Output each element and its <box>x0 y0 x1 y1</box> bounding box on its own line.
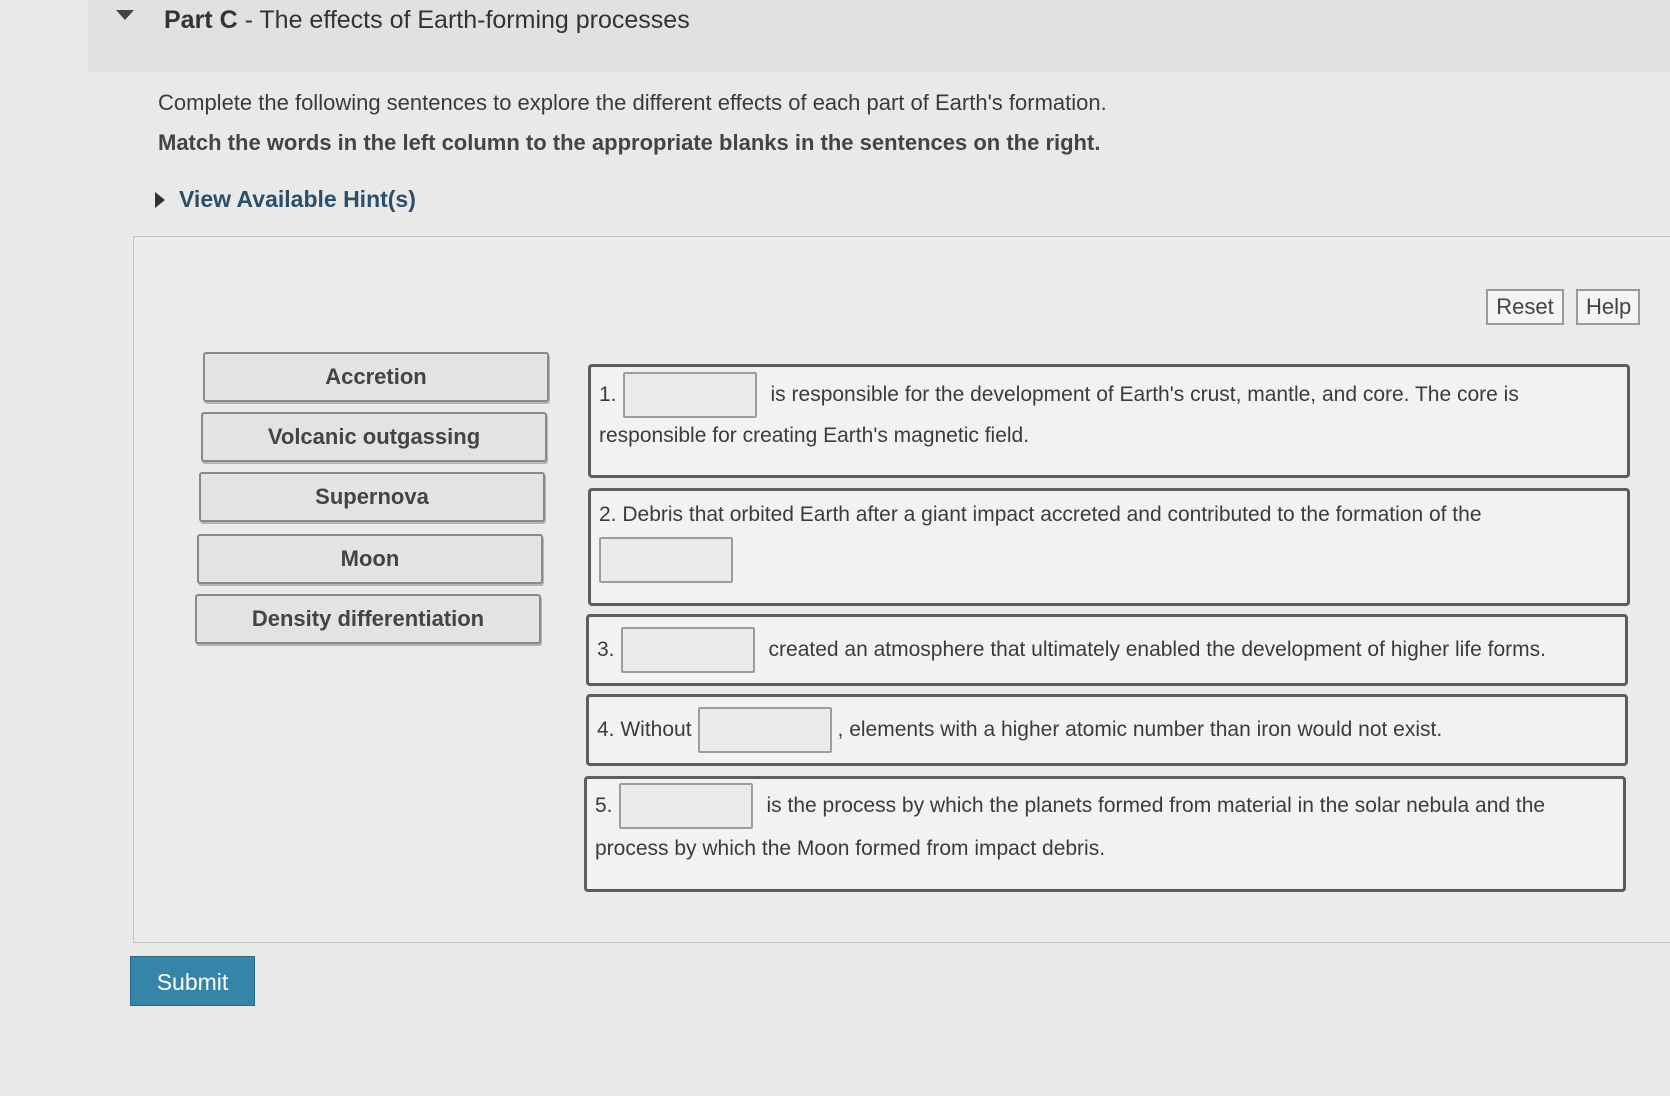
sentence-box-2 <box>588 488 1630 606</box>
sentence-5-number: 5. <box>595 794 613 817</box>
word-tile-accretion[interactable]: Accretion <box>203 352 549 402</box>
part-title <box>164 6 690 35</box>
drop-target-4[interactable] <box>698 707 832 753</box>
sentence-5-continuation: process by which the Moon formed from impact debris. <box>595 837 1106 860</box>
sentence-5-text: is the process by which the planets formed from material in the solar nebula and the <box>766 794 1546 817</box>
instructions-line-1: Complete the following sentences to explore the different effects of each part of Earth's formation. <box>158 90 1107 115</box>
drop-target-2[interactable] <box>599 537 733 583</box>
sentence-1-continuation: responsible for creating Earth's magnetic field. <box>599 424 1030 447</box>
drop-target-3[interactable] <box>621 627 755 673</box>
view-hints-toggle[interactable] <box>155 186 416 213</box>
expand-arrow-icon <box>155 192 165 208</box>
part-title-separator: - <box>237 6 260 34</box>
sentence-box-3 <box>586 614 1628 686</box>
sentence-box-4 <box>586 694 1628 766</box>
submit-button[interactable]: Submit <box>130 956 255 1006</box>
sentence-4-text-after: , elements with a higher atomic number than iron would not exist. <box>837 718 1443 741</box>
sentence-1-text: is responsible for the development of Earth's crust, mantle, and core. The core is <box>770 383 1519 406</box>
word-tile-moon[interactable]: Moon <box>197 534 543 584</box>
sentence-box-1 <box>588 364 1630 478</box>
instructions-line-2: Match the words in the left column to the appropriate blanks in the sentences on the right. <box>158 130 1101 155</box>
collapse-triangle-icon[interactable] <box>116 10 134 20</box>
part-title-text: The effects of Earth-forming processes <box>259 6 690 34</box>
drop-target-1[interactable] <box>623 372 757 418</box>
reset-button[interactable]: Reset <box>1486 289 1564 325</box>
sentence-box-5 <box>584 776 1626 892</box>
sentence-1-number: 1. <box>599 383 617 406</box>
word-tile-supernova[interactable]: Supernova <box>199 472 545 522</box>
sentence-3-text: created an atmosphere that ultimately enabled the development of higher life forms. <box>768 638 1546 661</box>
part-label: Part C <box>164 6 238 34</box>
sentence-3-number: 3. <box>597 638 615 661</box>
instructions <box>158 90 1107 156</box>
sentence-4-text-before: 4. Without <box>597 718 692 741</box>
word-tile-density-differentiation[interactable]: Density differentiation <box>195 594 541 644</box>
help-button[interactable]: Help <box>1576 289 1640 325</box>
view-hints-label: View Available Hint(s) <box>179 186 416 212</box>
word-tile-volcanic-outgassing[interactable]: Volcanic outgassing <box>201 412 547 462</box>
sentence-2-text: 2. Debris that orbited Earth after a giant impact accreted and contributed to the formation of the <box>599 503 1482 526</box>
drop-target-5[interactable] <box>619 783 753 829</box>
